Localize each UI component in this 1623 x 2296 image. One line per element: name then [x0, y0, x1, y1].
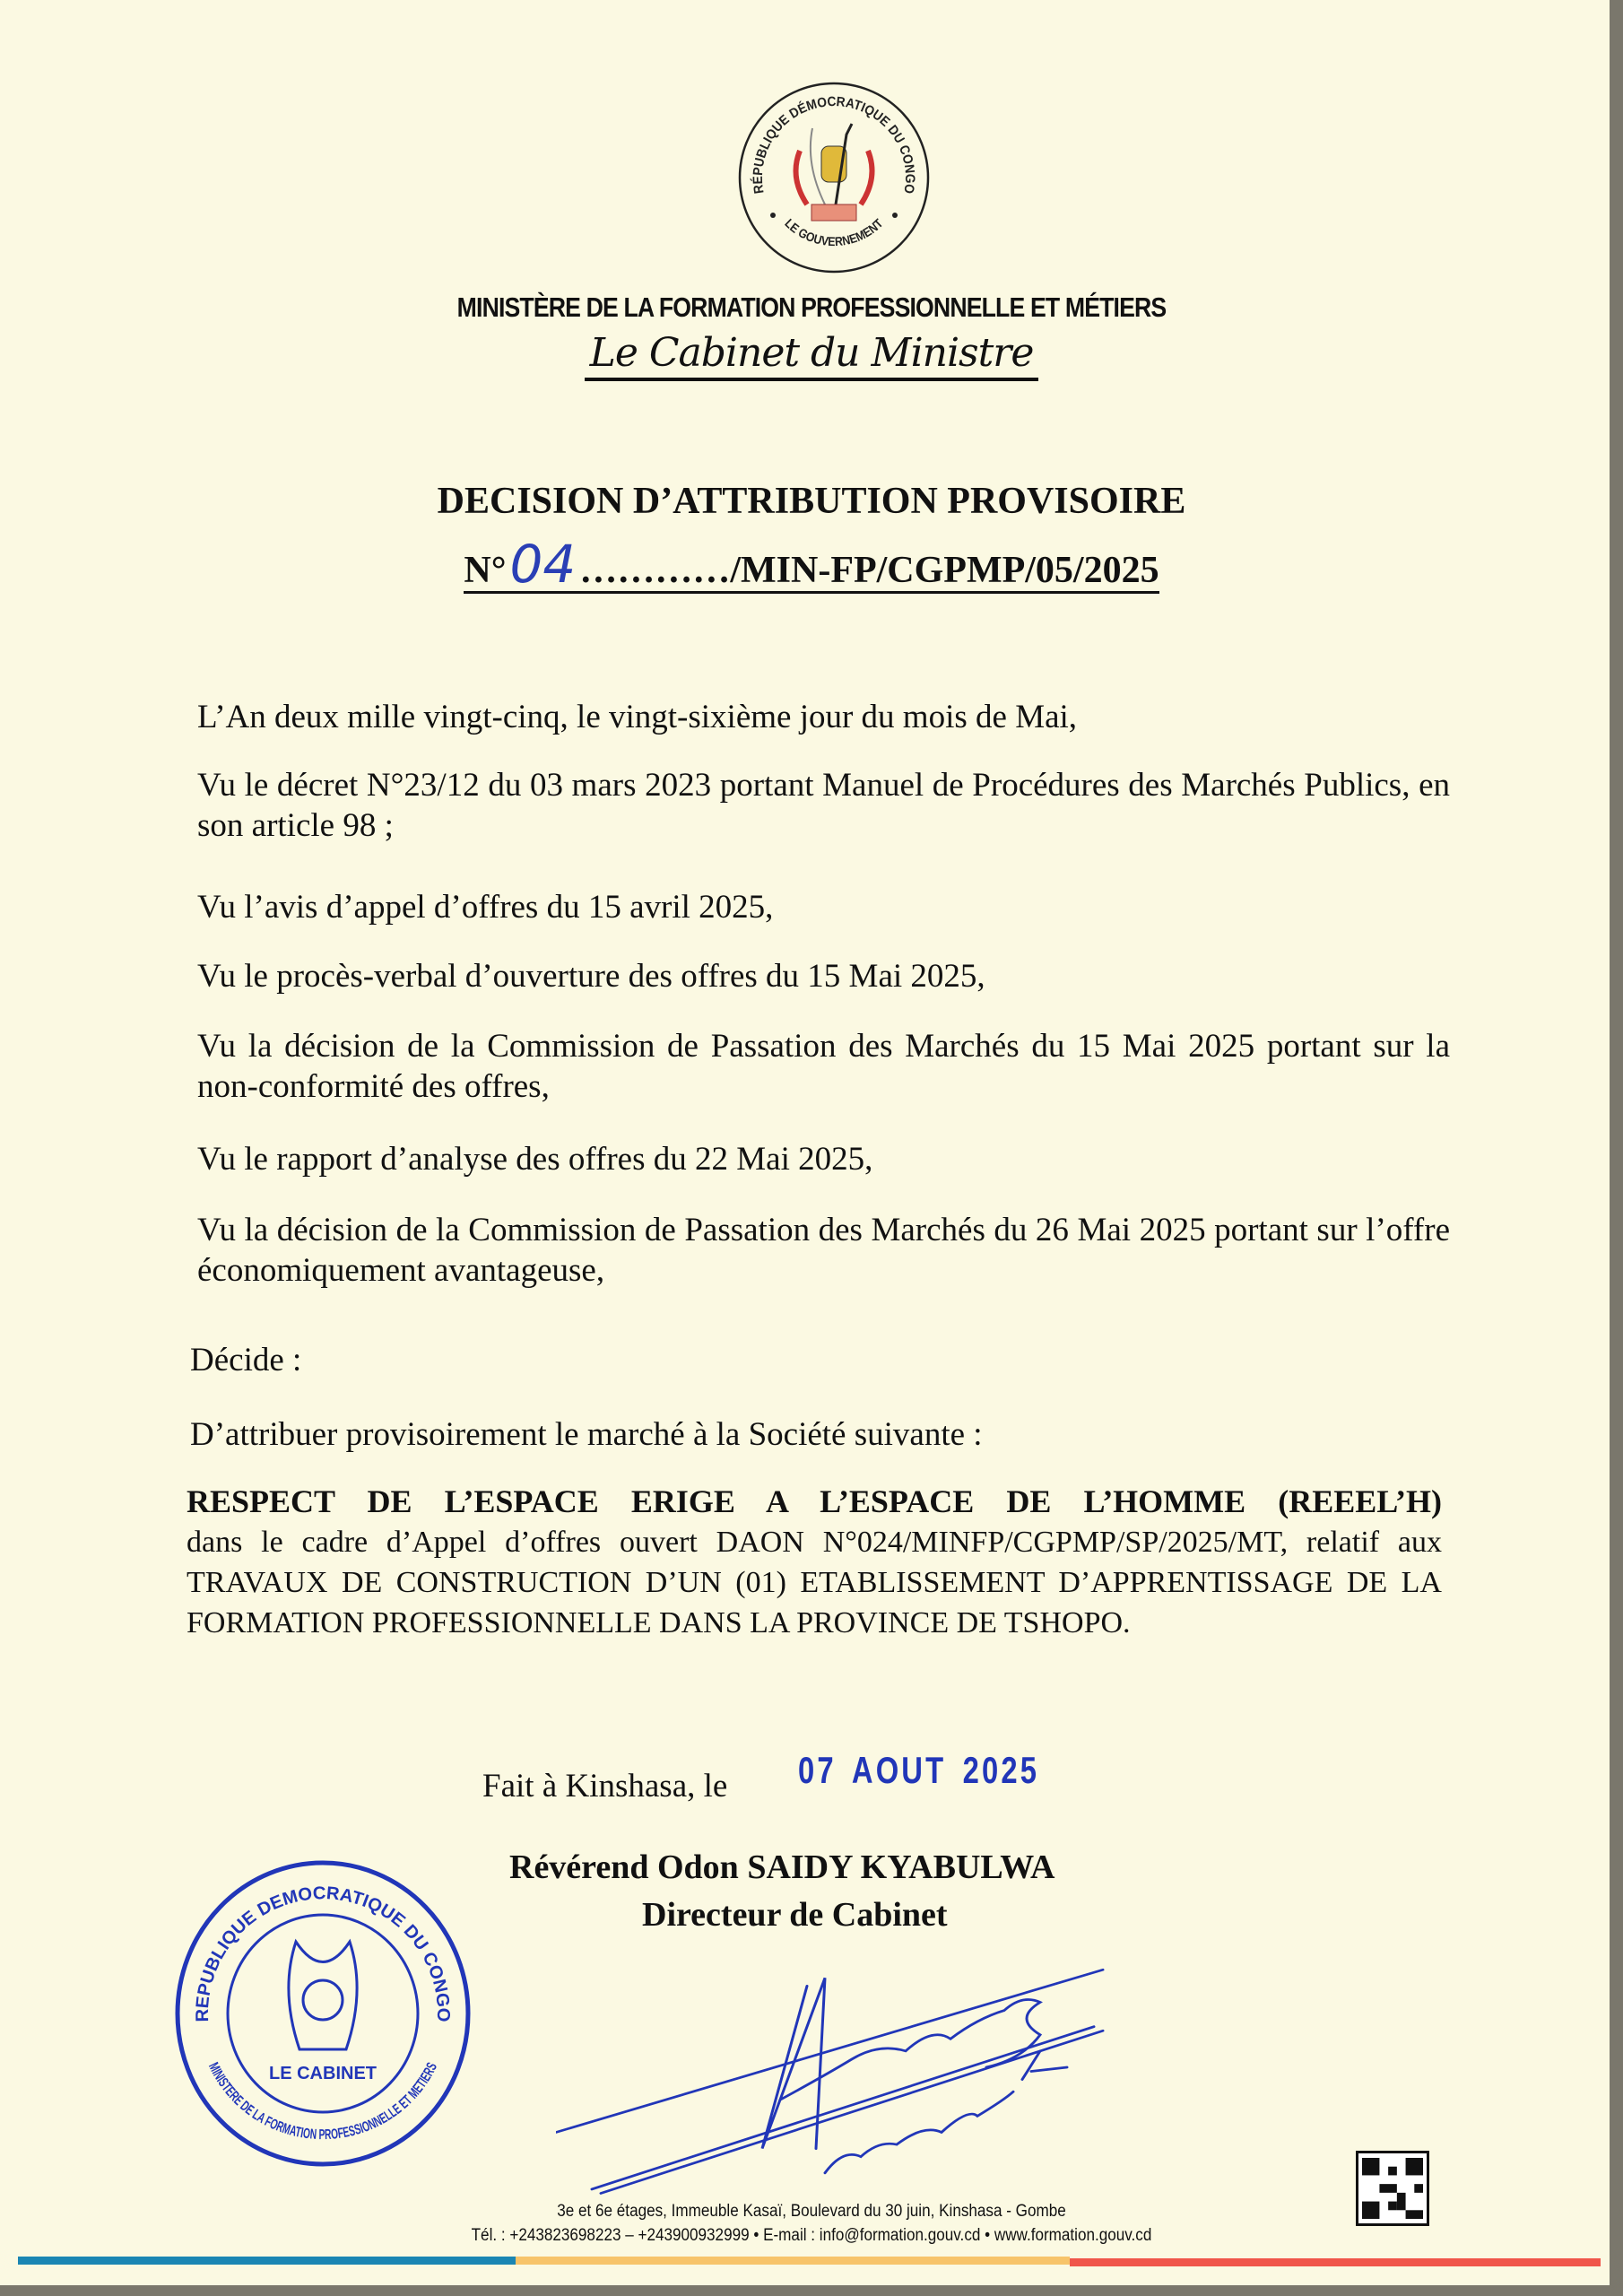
footer-bar-yellow [516, 2257, 1070, 2265]
tender-details: dans le cadre d’Appel d’offres ouvert DAON N°024/MINFP/CGPMP/SP/2025/MT, relatif aux TRAVAUX DE CONSTRUCTION D’UN (01) ETABLISSEMENT D’APPRENTISSAGE DE LA FORMATION PROFESSIONNELLE DANS LA PROVINCE DE TSHOPO. [187, 1526, 1442, 1639]
cabinet-heading: Le Cabinet du Ministre [0, 330, 1623, 376]
seal-text-bottom: LE GOUVERNEMENT [782, 214, 887, 249]
considerant-commission-2: Vu la décision de la Commission de Passation des Marchés du 26 Mai 2025 portant sur l’offre économiquement avantageuse, [197, 1212, 1450, 1289]
considerant-avis: Vu l’avis d’appel d’offres du 15 avril 2025, [197, 889, 774, 926]
handwritten-signature [556, 1937, 1130, 2197]
footer-bar-blue [18, 2257, 516, 2265]
seal-text-top: RÉPUBLIQUE DÉMOCRATIQUE DU CONGO [750, 93, 918, 196]
stamp-text-center: LE CABINET [269, 2064, 377, 2083]
handwritten-number: 04 [509, 534, 577, 595]
footer-address: 3e et 6e étages, Immeuble Kasaï, Boulevard du 30 juin, Kinshasa - Gombe [557, 2202, 1066, 2221]
qr-code [1356, 2151, 1429, 2226]
date-stamp: 07 AOUT 2025 [798, 1749, 1040, 1791]
signatory-name: Révérend Odon SAIDY KYABULWA [509, 1848, 1055, 1886]
footer-bar-red [1070, 2258, 1601, 2266]
stamp-text-bottom: MINISTERE DE LA FORMATION PROFESSIONNELLE ET METIERS [204, 2057, 442, 2144]
preamble-date: L’An deux mille vingt-cinq, le vingt-sixième jour du mois de Mai, [197, 699, 1078, 735]
awarded-company [187, 1482, 1442, 1643]
ministry-name: MINISTÈRE DE LA FORMATION PROFESSIONNELLE ET MÉTIERS [456, 291, 1167, 323]
cabinet-stamp [170, 1857, 475, 2170]
considerant-pv: Vu le procès-verbal d’ouverture des offres du 15 Mai 2025, [197, 958, 985, 995]
decision-number: N°04…………/MIN-FP/CGPMP/05/2025 [464, 534, 1159, 595]
government-seal-logo [735, 79, 933, 276]
stamp-text-top: REPUBLIQUE DEMOCRATIQUE DU CONGO [192, 1883, 454, 2022]
place-label: Fait à Kinshasa, le [482, 1768, 728, 1805]
qr-code-icon [1362, 2157, 1423, 2220]
signatory-role: Directeur de Cabinet [642, 1896, 948, 1934]
star-icon [770, 213, 776, 218]
considerant-commission-1: Vu la décision de la Commission de Passation des Marchés du 15 Mai 2025 portant sur la non-conformité des offres, [197, 1028, 1450, 1105]
considerant-decret: Vu le décret N°23/12 du 03 mars 2023 portant Manuel de Procédures des Marchés Publics, en son article 98 ; [197, 767, 1450, 844]
star-icon [892, 213, 898, 218]
attribution-statement: D’attribuer provisoirement le marché à la Société suivante : [190, 1416, 983, 1453]
company-name: RESPECT DE L’ESPACE ERIGE A L’ESPACE DE L’HOMME (REEEL’H) [187, 1483, 1442, 1519]
decision-title: DECISION D’ATTRIBUTION PROVISOIRE [437, 481, 1186, 522]
decide-label: Décide : [190, 1342, 302, 1378]
footer-contact: Tél. : +243823698223 – +243900932999 • E-mail : info@formation.gouv.cd • www.formation.gouv.cd [471, 2226, 1152, 2245]
considerant-rapport: Vu le rapport d’analyse des offres du 22 Mai 2025, [197, 1141, 873, 1178]
